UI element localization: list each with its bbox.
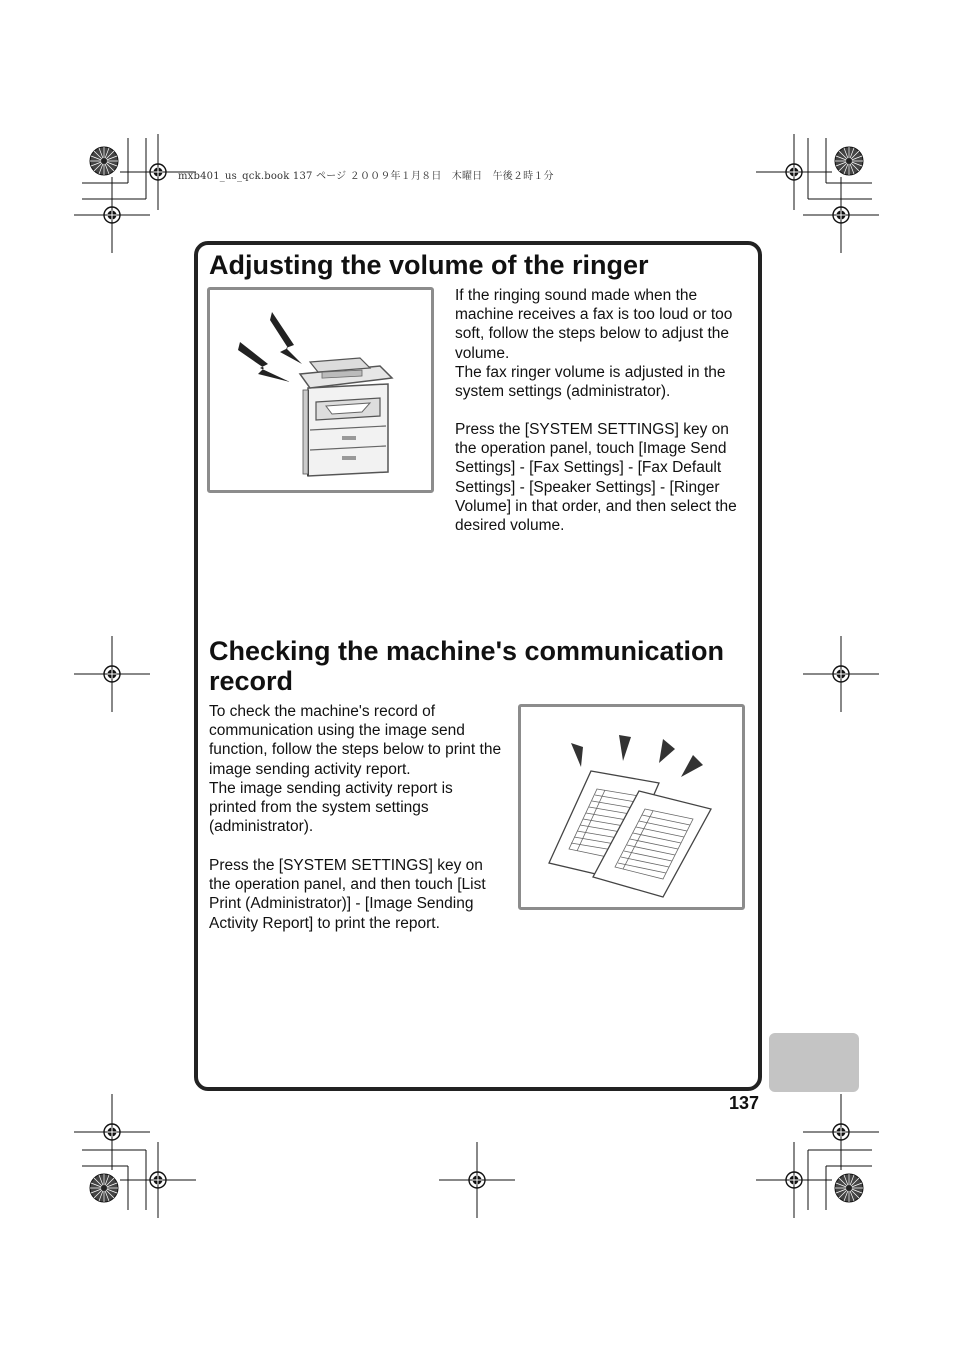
registration-mark-icon [74, 1094, 196, 1218]
printed-report-illustration [518, 704, 745, 910]
ringer-intro-text: If the ringing sound made when the machine receives a fax is too loud or too soft, follow the steps below to adjust the volume. The fax ringer volume is adjusted in the system settings (administrator). [455, 287, 733, 401]
ringing-copier-illustration [207, 287, 434, 493]
record-intro-text: To check the machine's record of communication using the image send function, follow the steps below to print the image sending activity report. The image sending activity report is printed from the system settings (administrator). [209, 703, 502, 836]
record-steps-text: Press the [SYSTEM SETTINGS] key on the operation panel, and then touch [List Print (Administrator)] - [Image Sending Activity Report] to print the report. [209, 857, 486, 932]
registration-mark-icon [74, 134, 196, 253]
section-title-ringer-volume: Adjusting the volume of the ringer [209, 250, 649, 280]
registration-mark-icon [803, 636, 879, 712]
registration-mark-icon [74, 636, 150, 712]
page-number: 137 [728, 1093, 759, 1113]
registration-mark-icon [756, 134, 879, 253]
side-index-tab [769, 1033, 859, 1092]
ringer-steps-text: Press the [SYSTEM SETTINGS] key on the operation panel, touch [Image Send Settings] - [Fax Settings] - [Fax Default Settings] - [Speaker Settings] - [Ringer Volume] in that order, and then select the desired volume. [455, 421, 737, 535]
section-title-communication-record: Checking the machine's communication record [209, 636, 725, 696]
print-file-info: mxb401_us_qck.book 137 ページ ２００９年１月８日 木曜日 午後２時１分 [178, 171, 554, 182]
registration-mark-icon [439, 1142, 515, 1218]
ringing-copier-icon [210, 290, 431, 490]
printed-report-icon [521, 707, 742, 907]
registration-mark-icon [756, 1094, 879, 1218]
